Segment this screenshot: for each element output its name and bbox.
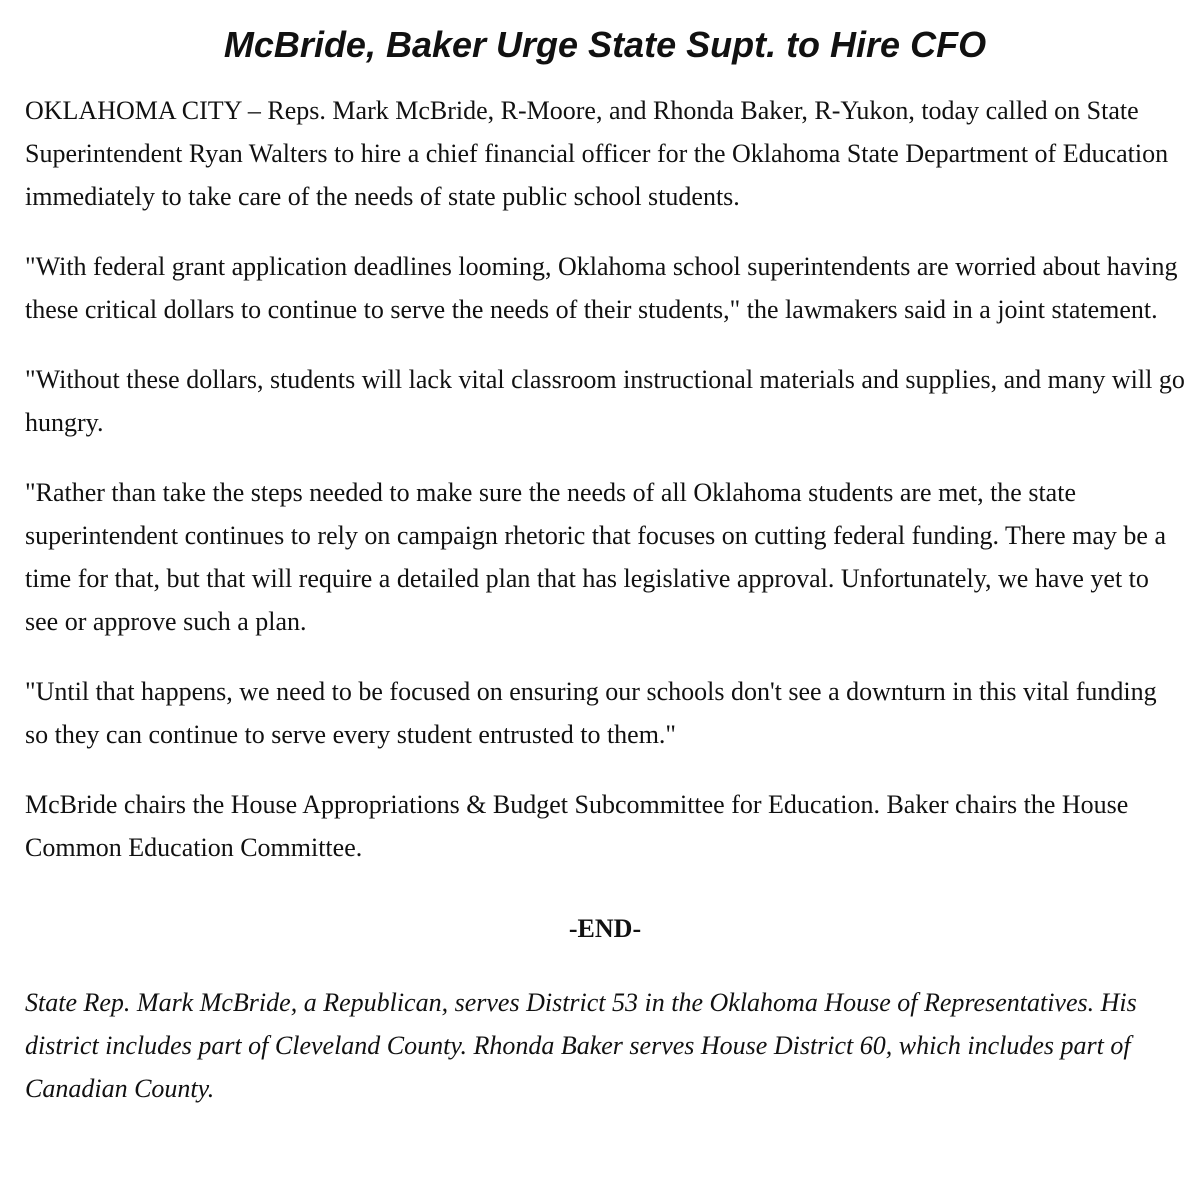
headline: McBride, Baker Urge State Supt. to Hire CFO [223, 24, 987, 65]
paragraph-quote-4: "Until that happens, we need to be focused on ensuring our schools don't see a downturn in this vital funding so they can continue to serve every student entrusted to them." [25, 677, 1157, 749]
paragraph-quote-1: "With federal grant application deadlines looming, Oklahoma school superintendents are worried about having these critical dollars to continue to serve the needs of their students," the lawmakers said in a joint statement. [25, 252, 1178, 324]
paragraph-quote-2: "Without these dollars, students will lack vital classroom instructional materials and supplies, and many will go hungry. [25, 365, 1185, 437]
paragraph-intro: OKLAHOMA CITY – Reps. Mark McBride, R-Moore, and Rhonda Baker, R-Yukon, today called on State Superintendent Ryan Walters to hire a chief financial officer for the Oklahoma State Department of Education immediately to take care of the needs of state public school students. [25, 96, 1169, 211]
author-bio: State Rep. Mark McBride, a Republican, serves District 53 in the Oklahoma House of Representatives. His district includes part of Cleveland County. Rhonda Baker serves House District 60, which includes part of Canadian County. [25, 988, 1137, 1103]
paragraph-quote-3: "Rather than take the steps needed to make sure the needs of all Oklahoma students are met, the state superintendent continues to rely on campaign rhetoric that focuses on cutting federal funding. There may be a time for that, but that will require a detailed plan that has legislative approval. Unfortunately, we have yet to see or approve such a plan. [25, 478, 1166, 636]
paragraph-chairs: McBride chairs the House Appropriations & Budget Subcommittee for Education. Baker chairs the House Common Education Committee. [25, 790, 1129, 862]
press-release [25, 0, 1185, 1110]
end-marker: -END- [568, 914, 642, 943]
